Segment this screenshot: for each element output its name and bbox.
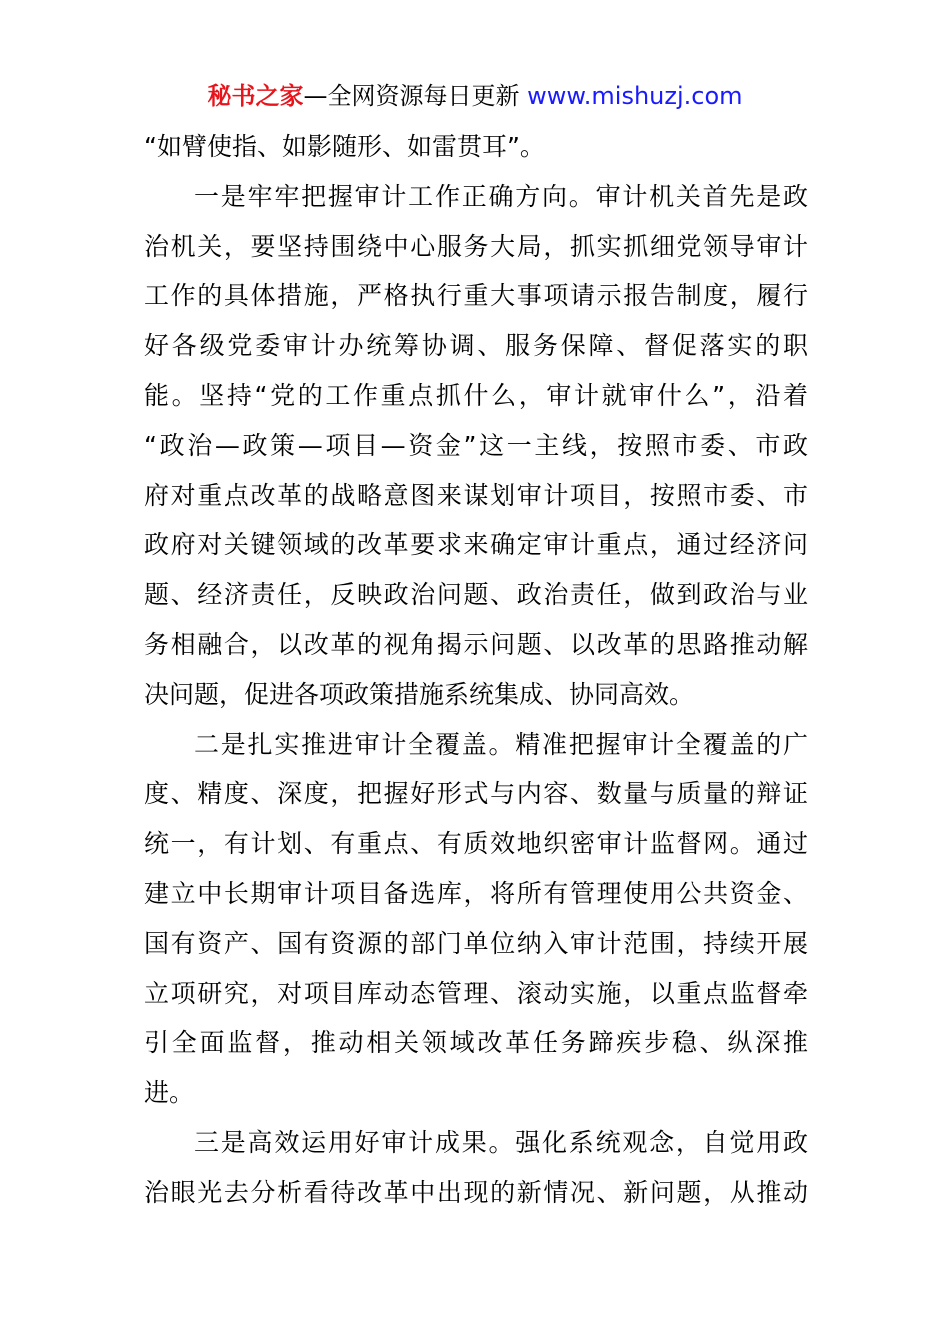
text-line: 立项研究，对项目库动态管理、滚动实施，以重点监督牵: [144, 978, 808, 1008]
paragraph-3-first-line: 三是高效运用好审计成果。强化系统观念，自觉用政: [194, 1127, 808, 1157]
text-line: 府对重点改革的战略意图来谋划审计项目，按照市委、市: [144, 480, 808, 510]
text-line: 国有资产、国有资源的部门单位纳入审计范围，持续开展: [144, 928, 808, 958]
text-line: 度、精度、深度，把握好形式与内容、数量与质量的辩证: [144, 779, 808, 809]
text-line: 政府对关键领域的改革要求来确定审计重点，通过经济问: [144, 530, 808, 560]
paragraph-2-last-line: 进。: [144, 1078, 195, 1108]
text-line: 题、经济责任，反映政治问题、政治责任，做到政治与业: [144, 580, 808, 610]
text-line: “如臂使指、如影随形、如雷贯耳”。: [144, 132, 545, 161]
text-line: 务相融合，以改革的视角揭示问题、以改革的思路推动解: [144, 629, 808, 659]
paragraph-1-first-line: 一是牢牢把握审计工作正确方向。审计机关首先是政: [194, 181, 808, 211]
text-line: 建立中长期审计项目备选库，将所有管理使用公共资金、: [144, 878, 808, 908]
text-line: “政治—政策—项目—资金”这一主线，按照市委、市政: [144, 430, 808, 460]
text-line: 统一，有计划、有重点、有质效地织密审计监督网。通过: [144, 829, 808, 859]
document-body: [144, 122, 808, 1218]
text-line: 工作的具体措施，严格执行重大事项请示报告制度，履行: [144, 281, 808, 311]
header-tagline: —全网资源每日更新: [303, 82, 528, 110]
header-brand: 秘书之家: [207, 82, 304, 110]
paragraph-2-first-line: 二是扎实推进审计全覆盖。精准把握审计全覆盖的广: [194, 729, 808, 759]
text-line: 引全面监督，推动相关领域改革任务蹄疾步稳、纵深推: [144, 1028, 808, 1058]
text-line: 治眼光去分析看待改革中出现的新情况、新问题，从推动: [144, 1177, 808, 1207]
paragraph-1-last-line: 决问题，促进各项政策措施系统集成、协同高效。: [144, 679, 695, 709]
text-line: 好各级党委审计办统筹协调、服务保障、督促落实的职: [144, 331, 808, 361]
text-line: 能。坚持“党的工作重点抓什么，审计就审什么”，沿着: [144, 380, 808, 410]
page-header: [0, 80, 950, 112]
header-url-link[interactable]: www.mishuzj.com: [527, 82, 743, 110]
text-line: 治机关，要坚持围绕中心服务大局，抓实抓细党领导审计: [144, 231, 808, 261]
